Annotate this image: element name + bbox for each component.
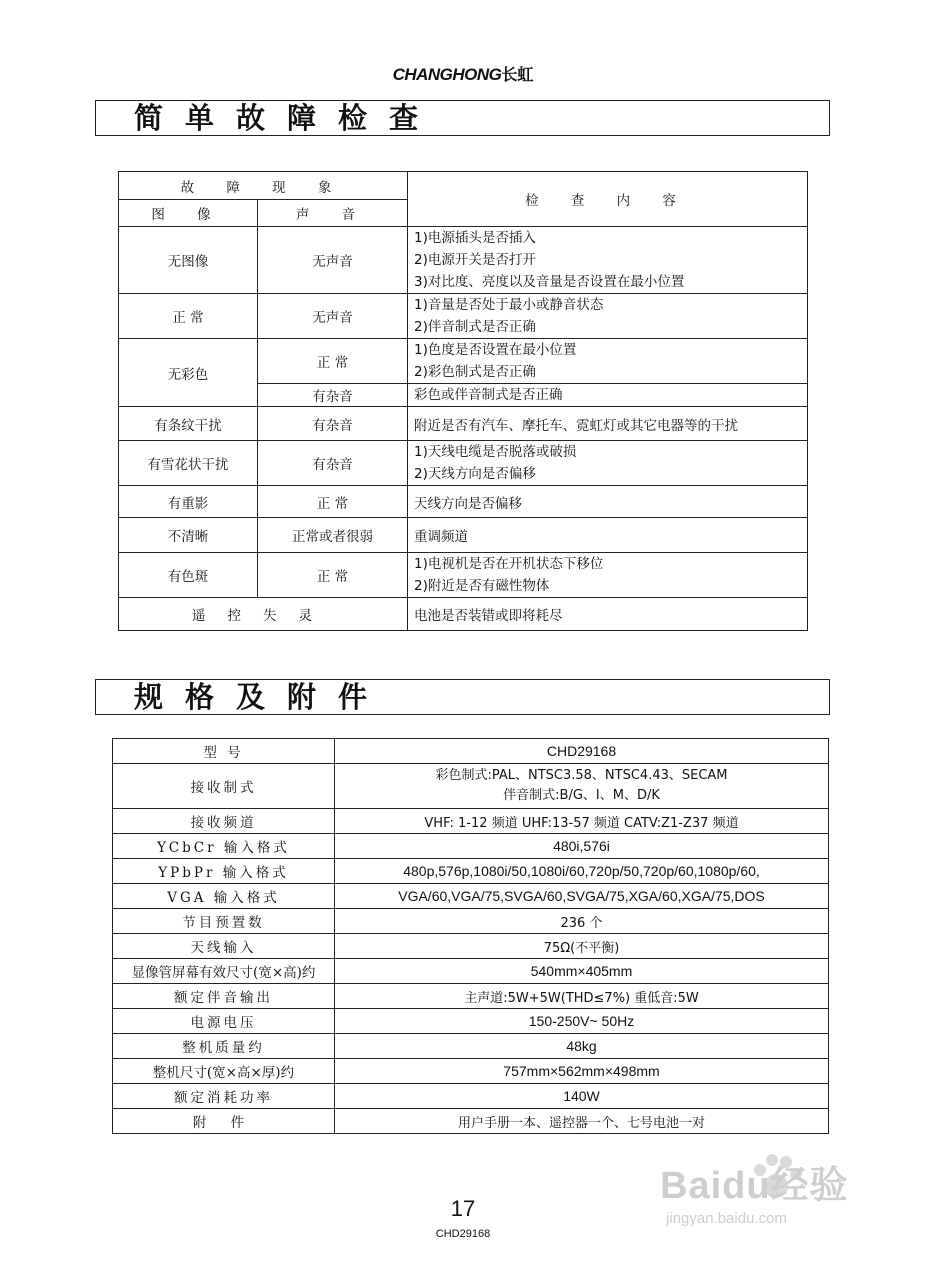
picture-cell: 无图像 bbox=[119, 227, 258, 294]
spec-key: 额定消耗功率 bbox=[113, 1084, 335, 1109]
table-row bbox=[119, 339, 808, 384]
picture-cell: 正 常 bbox=[119, 294, 258, 339]
check-cell: 附近是否有汽车、摩托车、霓虹灯或其它电器等的干扰 bbox=[408, 407, 808, 441]
spec-value bbox=[335, 764, 829, 809]
table-row bbox=[113, 859, 829, 884]
table-row bbox=[113, 884, 829, 909]
table-row bbox=[113, 909, 829, 934]
spec-value: 236 个 bbox=[335, 909, 829, 934]
spec-key: 接收制式 bbox=[113, 764, 335, 809]
check-cell bbox=[408, 384, 808, 407]
check-line: 彩色或伴音制式是否正确 bbox=[414, 387, 563, 403]
check-line: 2)附近是否有磁性物体 bbox=[414, 578, 550, 594]
brand-logo bbox=[0, 62, 926, 85]
picture-cell: 无彩色 bbox=[119, 339, 258, 407]
picture-cell: 有重影 bbox=[119, 486, 258, 518]
spec-value: 757mm×562mm×498mm bbox=[335, 1059, 829, 1084]
picture-cell: 有色斑 bbox=[119, 553, 258, 598]
spec-value: VGA/60,VGA/75,SVGA/60,SVGA/75,XGA/60,XGA/75,DOS bbox=[335, 884, 829, 909]
picture-cell: 不清晰 bbox=[119, 518, 258, 553]
watermark-url: jingyan.baidu.com bbox=[666, 1210, 787, 1227]
spec-value-line: 彩色制式:PAL、NTSC3.58、NTSC4.43、SECAM bbox=[435, 768, 728, 783]
table-row bbox=[113, 1009, 829, 1034]
spec-value: 主声道:5W+5W(THD≤7%) 重低音:5W bbox=[335, 984, 829, 1009]
spec-value: 用户手册一本、遥控器一个、七号电池一对 bbox=[335, 1109, 829, 1134]
spec-key: YPbPr 输入格式 bbox=[113, 859, 335, 884]
section-title: 简单故障检查 bbox=[134, 101, 441, 135]
sound-cell: 有杂音 bbox=[258, 441, 408, 486]
check-cell bbox=[408, 441, 808, 486]
brand-cn: 长虹 bbox=[501, 67, 534, 84]
spec-key: 整机质量约 bbox=[113, 1034, 335, 1059]
header-picture: 图 像 bbox=[119, 200, 258, 227]
fault-check-table bbox=[118, 171, 808, 631]
spec-key: 显像管屏幕有效尺寸(宽×高)约 bbox=[113, 959, 335, 984]
check-cell bbox=[408, 294, 808, 339]
spec-key: YCbCr 输入格式 bbox=[113, 834, 335, 859]
check-line: 2)伴音制式是否正确 bbox=[414, 319, 536, 335]
table-row bbox=[113, 834, 829, 859]
spec-value: 150-250V~ 50Hz bbox=[335, 1009, 829, 1034]
spec-key: 额定伴音输出 bbox=[113, 984, 335, 1009]
check-line: 1)音量是否处于最小或静音状态 bbox=[414, 297, 604, 313]
spec-key: 接收频道 bbox=[113, 809, 335, 834]
check-line: 2)彩色制式是否正确 bbox=[414, 364, 536, 380]
table-row bbox=[119, 518, 808, 553]
sound-cell: 正常或者很弱 bbox=[258, 518, 408, 553]
check-cell: 重调频道 bbox=[408, 518, 808, 553]
spec-value: VHF: 1-12 频道 UHF:13-57 频道 CATV:Z1-Z37 频道 bbox=[335, 809, 829, 834]
spec-value: 75Ω(不平衡) bbox=[335, 934, 829, 959]
section-title: 规格及附件 bbox=[134, 680, 390, 714]
table-row bbox=[113, 739, 829, 764]
check-cell bbox=[408, 553, 808, 598]
spec-value: 480i,576i bbox=[335, 834, 829, 859]
sound-cell: 无声音 bbox=[258, 227, 408, 294]
spec-value: 540mm×405mm bbox=[335, 959, 829, 984]
header-check: 检 查 内 容 bbox=[408, 172, 808, 227]
sound-cell: 正 常 bbox=[258, 339, 408, 384]
table-row bbox=[113, 984, 829, 1009]
picture-cell: 遥控失灵 bbox=[119, 598, 408, 631]
table-row bbox=[119, 294, 808, 339]
check-line: 1)色度是否设置在最小位置 bbox=[414, 342, 577, 358]
footer-model: CHD29168 bbox=[435, 1228, 491, 1240]
section-specs-header bbox=[95, 679, 830, 715]
table-row bbox=[113, 1034, 829, 1059]
check-line: 3)对比度、亮度以及音量是否设置在最小位置 bbox=[414, 274, 685, 290]
watermark-text: Baidu经验 bbox=[660, 1165, 849, 1207]
table-row bbox=[113, 764, 829, 809]
picture-cell: 有雪花状干扰 bbox=[119, 441, 258, 486]
spec-key: 节目预置数 bbox=[113, 909, 335, 934]
check-line: 1)天线电缆是否脱落或破损 bbox=[414, 444, 577, 460]
spec-key: 附 件 bbox=[113, 1109, 335, 1134]
sound-cell: 无声音 bbox=[258, 294, 408, 339]
check-cell bbox=[408, 339, 808, 384]
table-row bbox=[119, 441, 808, 486]
spec-value-line: 伴音制式:B/G、I、M、D/K bbox=[503, 788, 660, 803]
check-line: 1)电源插头是否插入 bbox=[414, 230, 536, 246]
table-row bbox=[113, 934, 829, 959]
header-symptom: 故 障 现 象 bbox=[119, 172, 408, 200]
spec-value: 140W bbox=[335, 1084, 829, 1109]
check-cell: 电池是否装错或即将耗尽 bbox=[408, 598, 808, 631]
check-cell bbox=[408, 227, 808, 294]
table-row bbox=[113, 1084, 829, 1109]
check-line: 1)电视机是否在开机状态下移位 bbox=[414, 556, 604, 572]
table-row bbox=[119, 227, 808, 294]
spec-table bbox=[112, 738, 829, 1134]
check-line: 2)电源开关是否打开 bbox=[414, 252, 536, 268]
spec-key: 型 号 bbox=[113, 739, 335, 764]
sound-cell: 正 常 bbox=[258, 486, 408, 518]
table-row bbox=[113, 959, 829, 984]
spec-value: 48kg bbox=[335, 1034, 829, 1059]
spec-key: 电源电压 bbox=[113, 1009, 335, 1034]
spec-value: CHD29168 bbox=[335, 739, 829, 764]
spec-key: 整机尺寸(宽×高×厚)约 bbox=[113, 1059, 335, 1084]
header-sound: 声 音 bbox=[258, 200, 408, 227]
table-row bbox=[113, 1059, 829, 1084]
baidu-watermark bbox=[660, 1148, 920, 1238]
spec-value: 480p,576p,1080i/50,1080i/60,720p/50,720p/60,1080p/60, bbox=[335, 859, 829, 884]
check-cell: 天线方向是否偏移 bbox=[408, 486, 808, 518]
sound-cell: 正 常 bbox=[258, 553, 408, 598]
brand-latin: CHANGHONG bbox=[392, 65, 502, 84]
table-row bbox=[119, 407, 808, 441]
spec-key: VGA 输入格式 bbox=[113, 884, 335, 909]
table-row bbox=[113, 809, 829, 834]
table-row bbox=[119, 553, 808, 598]
spec-key: 天线输入 bbox=[113, 934, 335, 959]
table-row bbox=[119, 598, 808, 631]
page-number: 17 bbox=[450, 1196, 476, 1221]
sound-cell: 有杂音 bbox=[258, 384, 408, 407]
table-row bbox=[119, 486, 808, 518]
sound-cell: 有杂音 bbox=[258, 407, 408, 441]
picture-cell: 有条纹干扰 bbox=[119, 407, 258, 441]
check-line: 2)天线方向是否偏移 bbox=[414, 466, 536, 482]
table-row bbox=[113, 1109, 829, 1134]
section-troubleshooting-header bbox=[95, 100, 830, 136]
